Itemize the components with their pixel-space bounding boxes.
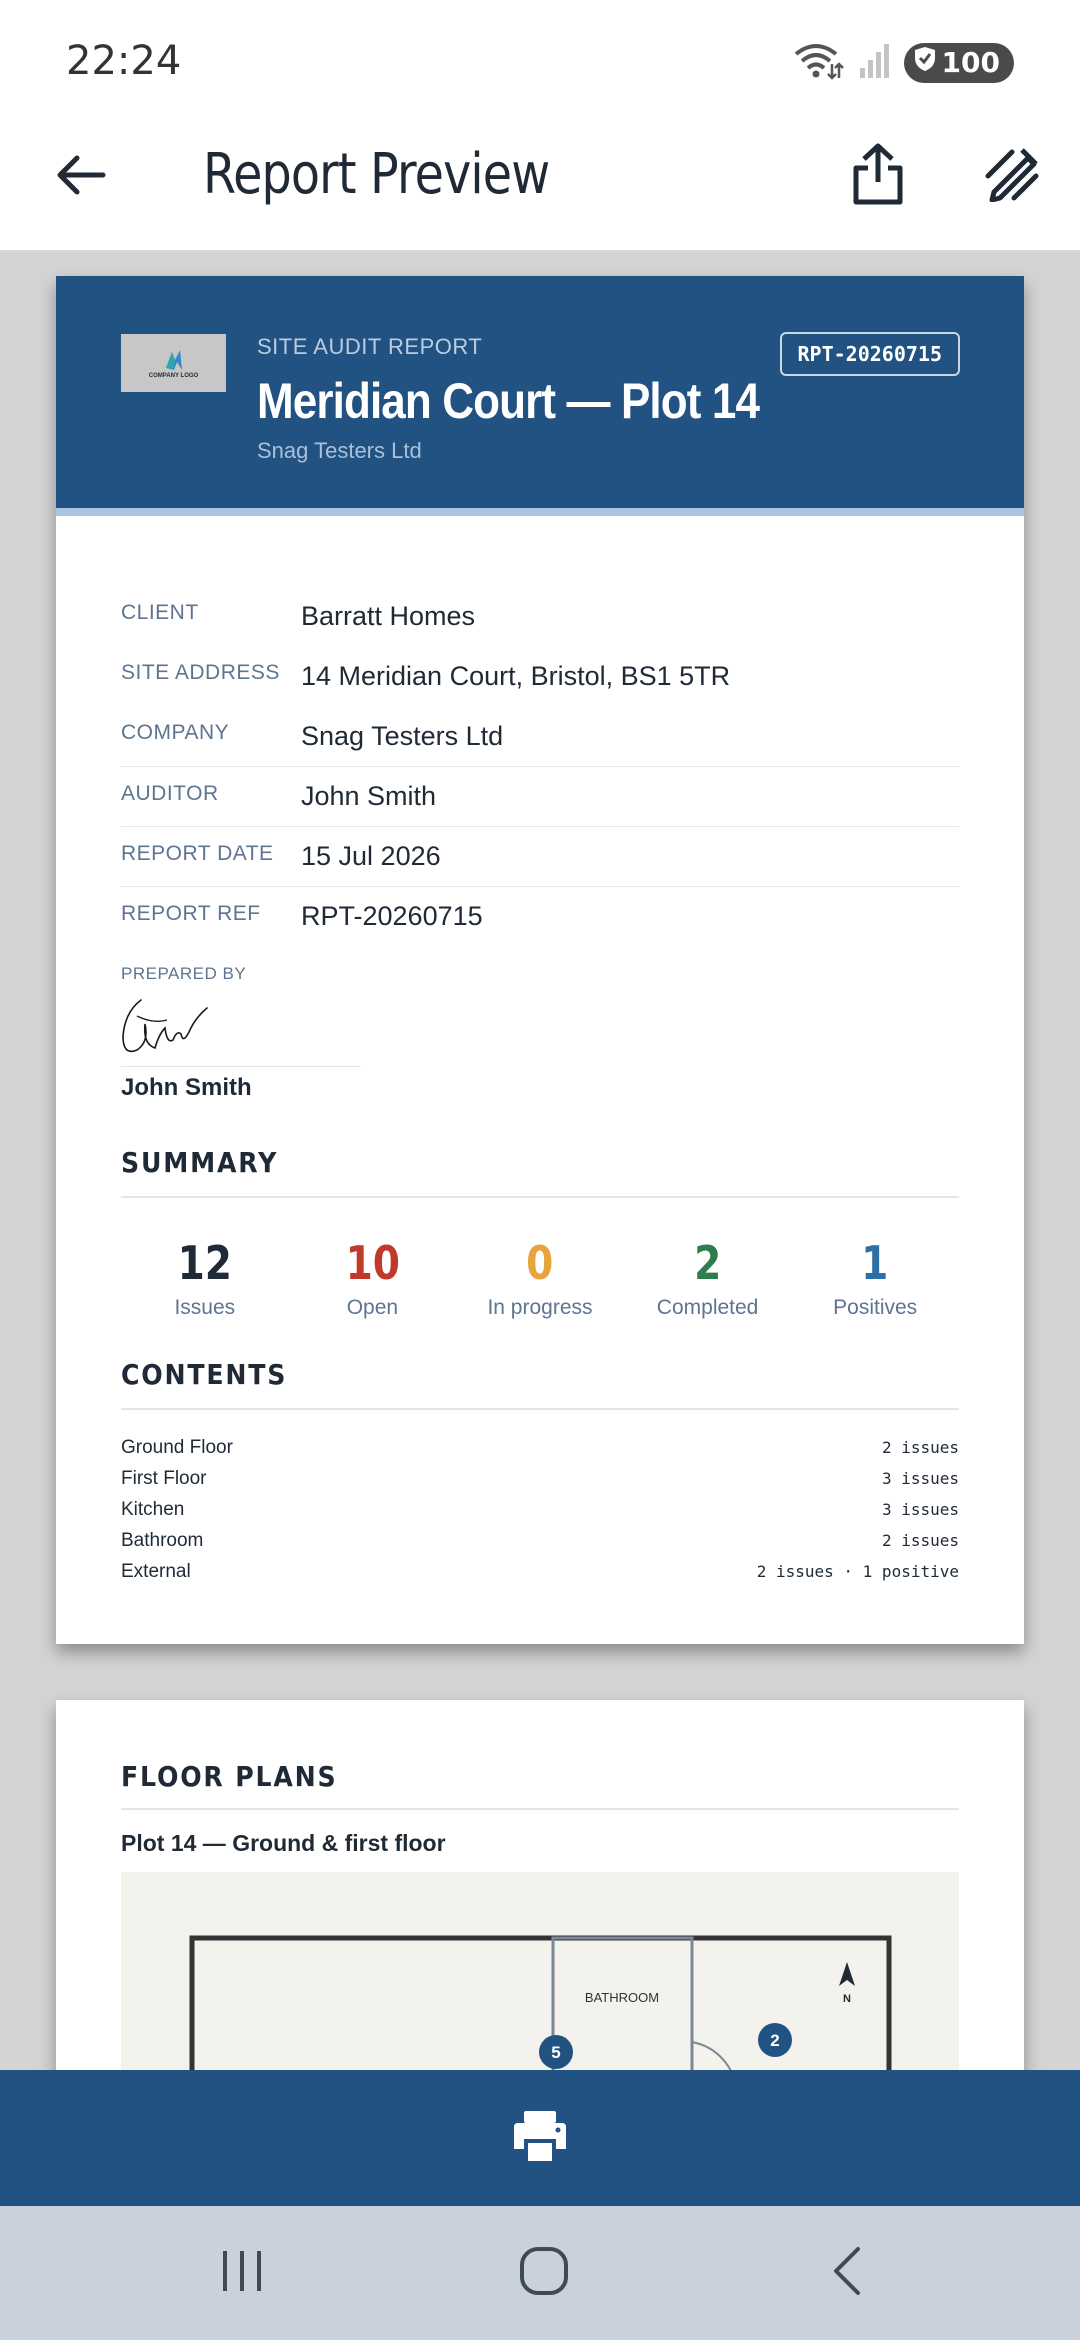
floor-plan-subtitle: Plot 14 — Ground & first floor — [121, 1830, 446, 1856]
back-arrow-icon — [55, 153, 107, 202]
share-button[interactable] — [842, 140, 914, 212]
list-item[interactable] — [121, 1432, 959, 1463]
info-row-report-ref — [121, 886, 959, 946]
report-page-1 — [56, 276, 1024, 1644]
contents-name: External — [121, 1560, 191, 1582]
contents-title: CONTENTS — [121, 1358, 288, 1391]
contents-count: 2 issues — [881, 1438, 959, 1457]
summary-title: SUMMARY — [121, 1146, 279, 1179]
print-button[interactable] — [500, 2098, 580, 2178]
system-back-button[interactable] — [808, 2236, 888, 2310]
issue-marker[interactable] — [758, 2023, 792, 2057]
contents-count: 3 issues — [881, 1469, 959, 1488]
info-value: Snag Testers Ltd — [301, 720, 504, 751]
stat-label: In progress — [487, 1296, 593, 1319]
info-label: CLIENT — [121, 601, 199, 624]
stat-value: 2 — [693, 1236, 722, 1290]
page-title: Report Preview — [203, 142, 550, 207]
contents-divider — [121, 1408, 959, 1410]
stat-value: 10 — [345, 1236, 400, 1290]
room-label-bathroom: BATHROOM — [584, 1990, 660, 2005]
north-arrow-icon — [839, 1962, 855, 1986]
contents-count: 2 issues — [881, 1531, 959, 1550]
issue-marker[interactable] — [539, 2035, 573, 2069]
info-row-company — [121, 706, 959, 766]
prepared-by-label: PREPARED BY — [121, 964, 247, 983]
battery-indicator — [904, 43, 1014, 83]
contents-name: Bathroom — [121, 1529, 204, 1551]
list-item[interactable] — [121, 1525, 959, 1556]
info-value: 14 Meridian Court, Bristol, BS1 5TR — [301, 660, 731, 691]
floor-plans-title: FLOOR PLANS — [121, 1760, 338, 1793]
share-icon — [852, 142, 904, 211]
stat-label: Positives — [833, 1296, 918, 1319]
app-bar — [0, 120, 1080, 252]
contents-list — [121, 1432, 959, 1587]
back-button[interactable] — [46, 142, 116, 212]
floor-plan-drawing — [121, 1872, 959, 2070]
edit-pen-icon — [984, 146, 1040, 207]
home-button[interactable] — [504, 2236, 584, 2310]
company-logo — [121, 334, 226, 392]
info-value: Barratt Homes — [301, 600, 476, 631]
info-label: REPORT REF — [121, 901, 261, 925]
stat-value: 1 — [861, 1236, 889, 1290]
info-label: AUDITOR — [121, 781, 219, 805]
signal-icon — [858, 40, 890, 85]
info-value: RPT-20260715 — [301, 901, 483, 931]
recent-apps-button[interactable] — [202, 2236, 282, 2310]
stat-value: 12 — [177, 1236, 232, 1290]
prepared-by-name: John Smith — [121, 1074, 252, 1101]
info-value: John Smith — [301, 781, 437, 811]
report-header — [56, 276, 1024, 516]
stat-issues — [121, 1236, 289, 1320]
summary-stats — [121, 1236, 959, 1320]
info-label: SITE ADDRESS — [121, 661, 280, 684]
contents-count: 3 issues — [881, 1500, 959, 1519]
info-label: COMPANY — [121, 721, 230, 744]
battery-level: 100 — [941, 46, 1000, 79]
signature-line — [121, 1066, 361, 1067]
stat-label: Completed — [656, 1296, 759, 1319]
status-icons — [792, 40, 1014, 85]
wifi-icon — [792, 40, 844, 85]
floor-plans-divider — [121, 1808, 959, 1810]
recent-apps-icon — [217, 2247, 267, 2300]
info-value: 15 Jul 2026 — [301, 841, 441, 871]
report-info-table — [121, 586, 959, 946]
info-row-auditor — [121, 766, 959, 826]
report-title: Meridian Court — Plot 14 — [257, 373, 760, 429]
report-page-2 — [56, 1700, 1024, 2070]
contents-count: 2 issues · 1 positive — [756, 1562, 959, 1581]
list-item[interactable] — [121, 1463, 959, 1494]
edit-button[interactable] — [976, 140, 1048, 212]
signature-image — [119, 994, 219, 1064]
status-bar — [0, 0, 1080, 120]
report-company: Snag Testers Ltd — [257, 438, 422, 463]
stat-label: Open — [346, 1296, 399, 1319]
contents-name: Ground Floor — [121, 1436, 233, 1458]
stat-label: Issues — [174, 1296, 236, 1319]
logo-text: COMPANY LOGO — [148, 372, 199, 379]
list-item[interactable] — [121, 1556, 959, 1587]
summary-divider — [121, 1196, 959, 1198]
info-row-site-address — [121, 646, 959, 706]
marker-label: 5 — [551, 2043, 561, 2062]
marker-label: 2 — [770, 2031, 780, 2050]
info-row-report-date — [121, 826, 959, 886]
stat-open — [289, 1236, 457, 1320]
system-nav-bar — [0, 2206, 1080, 2340]
logo-mark-icon — [162, 348, 186, 372]
stat-positives — [791, 1236, 959, 1320]
floor-plan-image — [121, 1872, 959, 2070]
print-icon — [510, 2109, 570, 2168]
list-item[interactable] — [121, 1494, 959, 1525]
info-label: REPORT DATE — [121, 841, 274, 865]
report-ref-badge: RPT-20260715 — [780, 332, 961, 376]
info-row-client — [121, 586, 959, 646]
north-label: N — [843, 1993, 851, 2005]
contents-name: Kitchen — [121, 1498, 185, 1520]
contents-name: First Floor — [121, 1467, 207, 1489]
battery-icon — [914, 46, 936, 79]
home-icon — [518, 2245, 570, 2302]
stat-value: 0 — [526, 1236, 554, 1290]
status-time: 22:24 — [66, 38, 182, 84]
print-bar — [0, 2070, 1080, 2206]
stat-completed — [624, 1236, 792, 1320]
report-kicker: SITE AUDIT REPORT — [257, 334, 483, 359]
back-icon — [828, 2245, 868, 2302]
stat-in-progress — [456, 1236, 624, 1320]
report-preview-scroll[interactable] — [0, 252, 1080, 2070]
